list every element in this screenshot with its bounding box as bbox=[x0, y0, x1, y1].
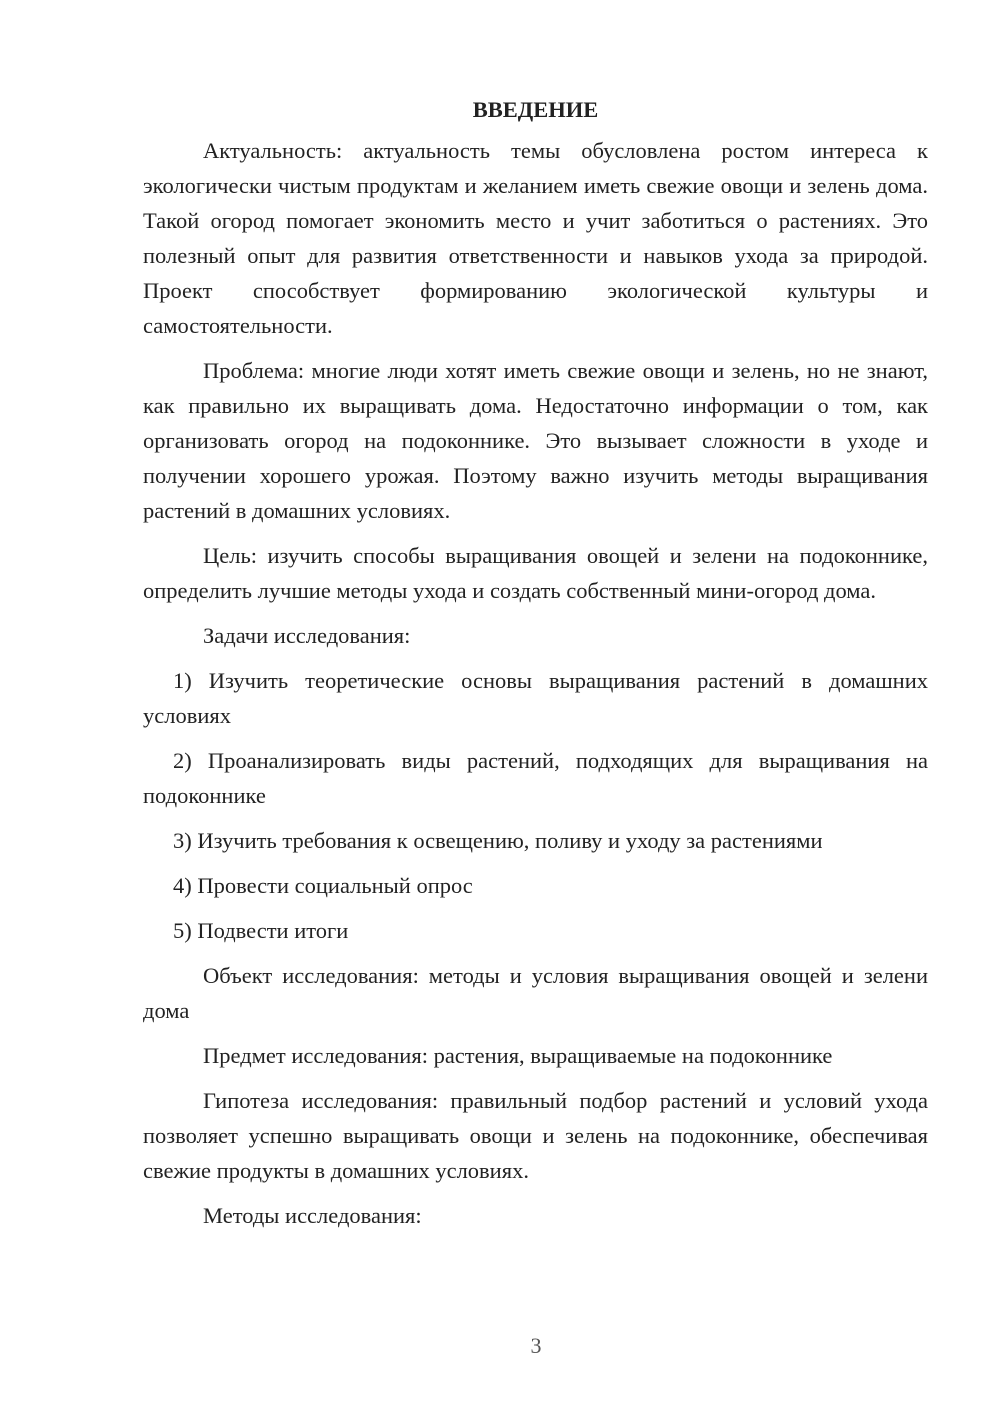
task-item-2: 2) Проанализировать виды растений, подходящих для выращивания на подоконнике bbox=[143, 748, 928, 808]
methods-heading: Методы исследования: bbox=[203, 1203, 422, 1228]
page-number: 3 bbox=[530, 1333, 542, 1358]
relevance-paragraph: Актуальность: актуальность темы обусловлена ростом интереса к экологически чистым продуктам и желанием иметь свежие овощи и зелень дома. Такой огород помогает экономить место и учит заботиться о растениях. Это полезный опыт для развития ответственности и навыков ухода за природой. Проект способствует формированию экологической культуры и самостоятельности. bbox=[143, 138, 928, 338]
hypothesis-paragraph: Гипотеза исследования: правильный подбор растений и условий ухода позволяет успешно выращивать овощи и зелень на подоконнике, обеспечивая свежие продукты в домашних условиях. bbox=[143, 1088, 928, 1183]
tasks-heading: Задачи исследования: bbox=[203, 623, 411, 648]
task-item-1: 1) Изучить теоретические основы выращивания растений в домашних условиях bbox=[143, 668, 928, 728]
page-title: ВВЕДЕНИЕ bbox=[472, 97, 599, 122]
subject-paragraph: Предмет исследования: растения, выращиваемые на подоконнике bbox=[203, 1043, 833, 1068]
task-item-4: 4) Провести социальный опрос bbox=[173, 873, 473, 898]
task-item-5: 5) Подвести итоги bbox=[173, 918, 349, 943]
object-paragraph: Объект исследования: методы и условия выращивания овощей и зелени дома bbox=[143, 963, 928, 1023]
document-page bbox=[143, 92, 928, 1243]
problem-paragraph: Проблема: многие люди хотят иметь свежие овощи и зелень, но не знают, как правильно их выращивать дома. Недостаточно информации о том, как организовать огород на подоконнике. Это вызывает сложности в уходе и получении хорошего урожая. Поэтому важно изучить методы выращивания растений в домашних условиях. bbox=[143, 358, 928, 523]
task-item-3: 3) Изучить требования к освещению, поливу и уходу за растениями bbox=[173, 828, 823, 853]
goal-paragraph: Цель: изучить способы выращивания овощей и зелени на подоконнике, определить лучшие методы ухода и создать собственный мини-огород дома. bbox=[143, 543, 928, 603]
